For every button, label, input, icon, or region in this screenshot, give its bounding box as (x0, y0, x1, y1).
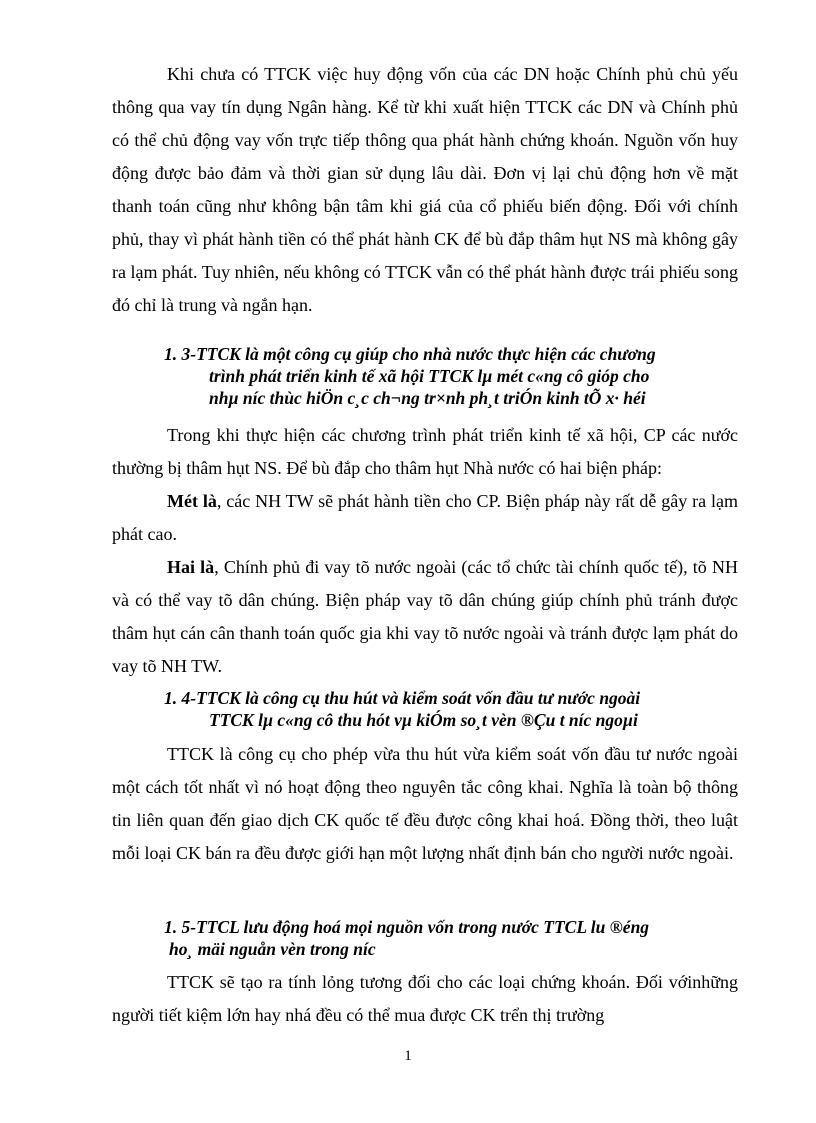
option-one-lead: Mét là (167, 491, 217, 511)
heading-1-3-line-1: 1. 3-TTCK là một công cụ giúp cho nhà nước thực hiện các chương (164, 344, 656, 364)
option-two-text: , Chính phủ đi vay tõ nước ngoài (các tổ chức tài chính quốc tế), tõ NH và có thể vay tõ dân chúng. Biện pháp vay tõ dân chúng giúp chính phủ tránh được thâm hụt cán cân thanh toán quốc gia khi vay tõ nước ngoài và tránh được lạm phát do vay tõ NH TW. (112, 557, 738, 676)
paragraph-foreign-investment: TTCK là công cụ cho phép vừa thu hút vừa kiểm soát vốn đầu tư nước ngoài một cách tốt nhất vì nó hoạt động theo nguyên tắc công khai. Nghĩa là toàn bộ thông tin liên quan đến giao dịch CK quốc tế đều được công khai hoá. Đồng thời, theo luật mỗi loại CK bán ra đều được giới hạn một lượng nhất định bán cho người nước ngoài. (112, 744, 738, 863)
heading-1-3-line-2: trình phát triển kinh tế xã hội TTCK lµ mét c«ng cô gióp cho (209, 366, 650, 386)
option-two-lead: Hai là (167, 557, 215, 577)
paragraph-option-one (112, 485, 738, 551)
section-heading-1-4 (164, 687, 739, 731)
heading-1-4-line-1: 1. 4-TTCK là công cụ thu hút và kiểm soát vốn đầu tư nước ngoài (164, 688, 641, 708)
paragraph-liquidity: TTCK sẽ tạo ra tính lỏng tương đối cho các loại chứng khoán. Đối vớinhững người tiết kiệm lớn hay nhá đều có thể mua được CK trển thị trường (112, 972, 738, 1025)
paragraph-option-two (112, 551, 738, 683)
heading-1-5-line-1: 1. 5-TTCL lưu động hoá mọi nguồn vốn trong nước TTCL lu ®éng (164, 917, 650, 937)
paragraph-budget-deficit: Trong khi thực hiện các chương trình phát triển kinh tế xã hội, CP các nước thường bị thâm hụt NS. Để bù đắp cho thâm hụt Nhà nước có hai biện pháp: (112, 425, 738, 478)
section-heading-1-5 (164, 916, 739, 960)
heading-1-3-line-3: nhµ níc thùc hiÖn c¸c ch¬ng tr×nh ph¸t triÓn kinh tÕ x· héi (209, 388, 646, 408)
paragraph-ttck-capital-raising: Khi chưa có TTCK việc huy động vốn của các DN hoặc Chính phủ chủ yếu thông qua vay tín dụng Ngân hàng. Kể từ khi xuất hiện TTCK các DN và Chính phủ có thể chủ động vay vốn trực tiếp thông qua phát hành chứng khoán. Nguồn vốn huy động được bảo đảm và thời gian sử dụng lâu dài. Đơn vị lại chủ động hơn về mặt thanh toán cũng như không bận tâm khi giá của cổ phiếu biến động. Đối với chính phủ, thay vì phát hành tiền có thể phát hành CK để bù đắp thâm hụt NS mà không gây ra lạm phát. Tuy nhiên, nếu không có TTCK vẫn có thể phát hành được trái phiếu song đó chỉ là trung và ngắn hạn. (112, 64, 738, 315)
heading-1-5-line-2: ho¸ mäi nguån vèn trong níc (169, 939, 376, 959)
page-number: 1 (404, 1048, 412, 1064)
section-heading-1-3 (164, 343, 739, 409)
heading-1-4-line-2: TTCK lµ c«ng cô thu hót vµ kiÓm so¸t vèn ®Çu t níc ngoµi (209, 710, 638, 730)
option-one-text: , các NH TW sẽ phát hành tiền cho CP. Biện pháp này rất dễ gây ra lạm phát cao. (112, 491, 738, 544)
